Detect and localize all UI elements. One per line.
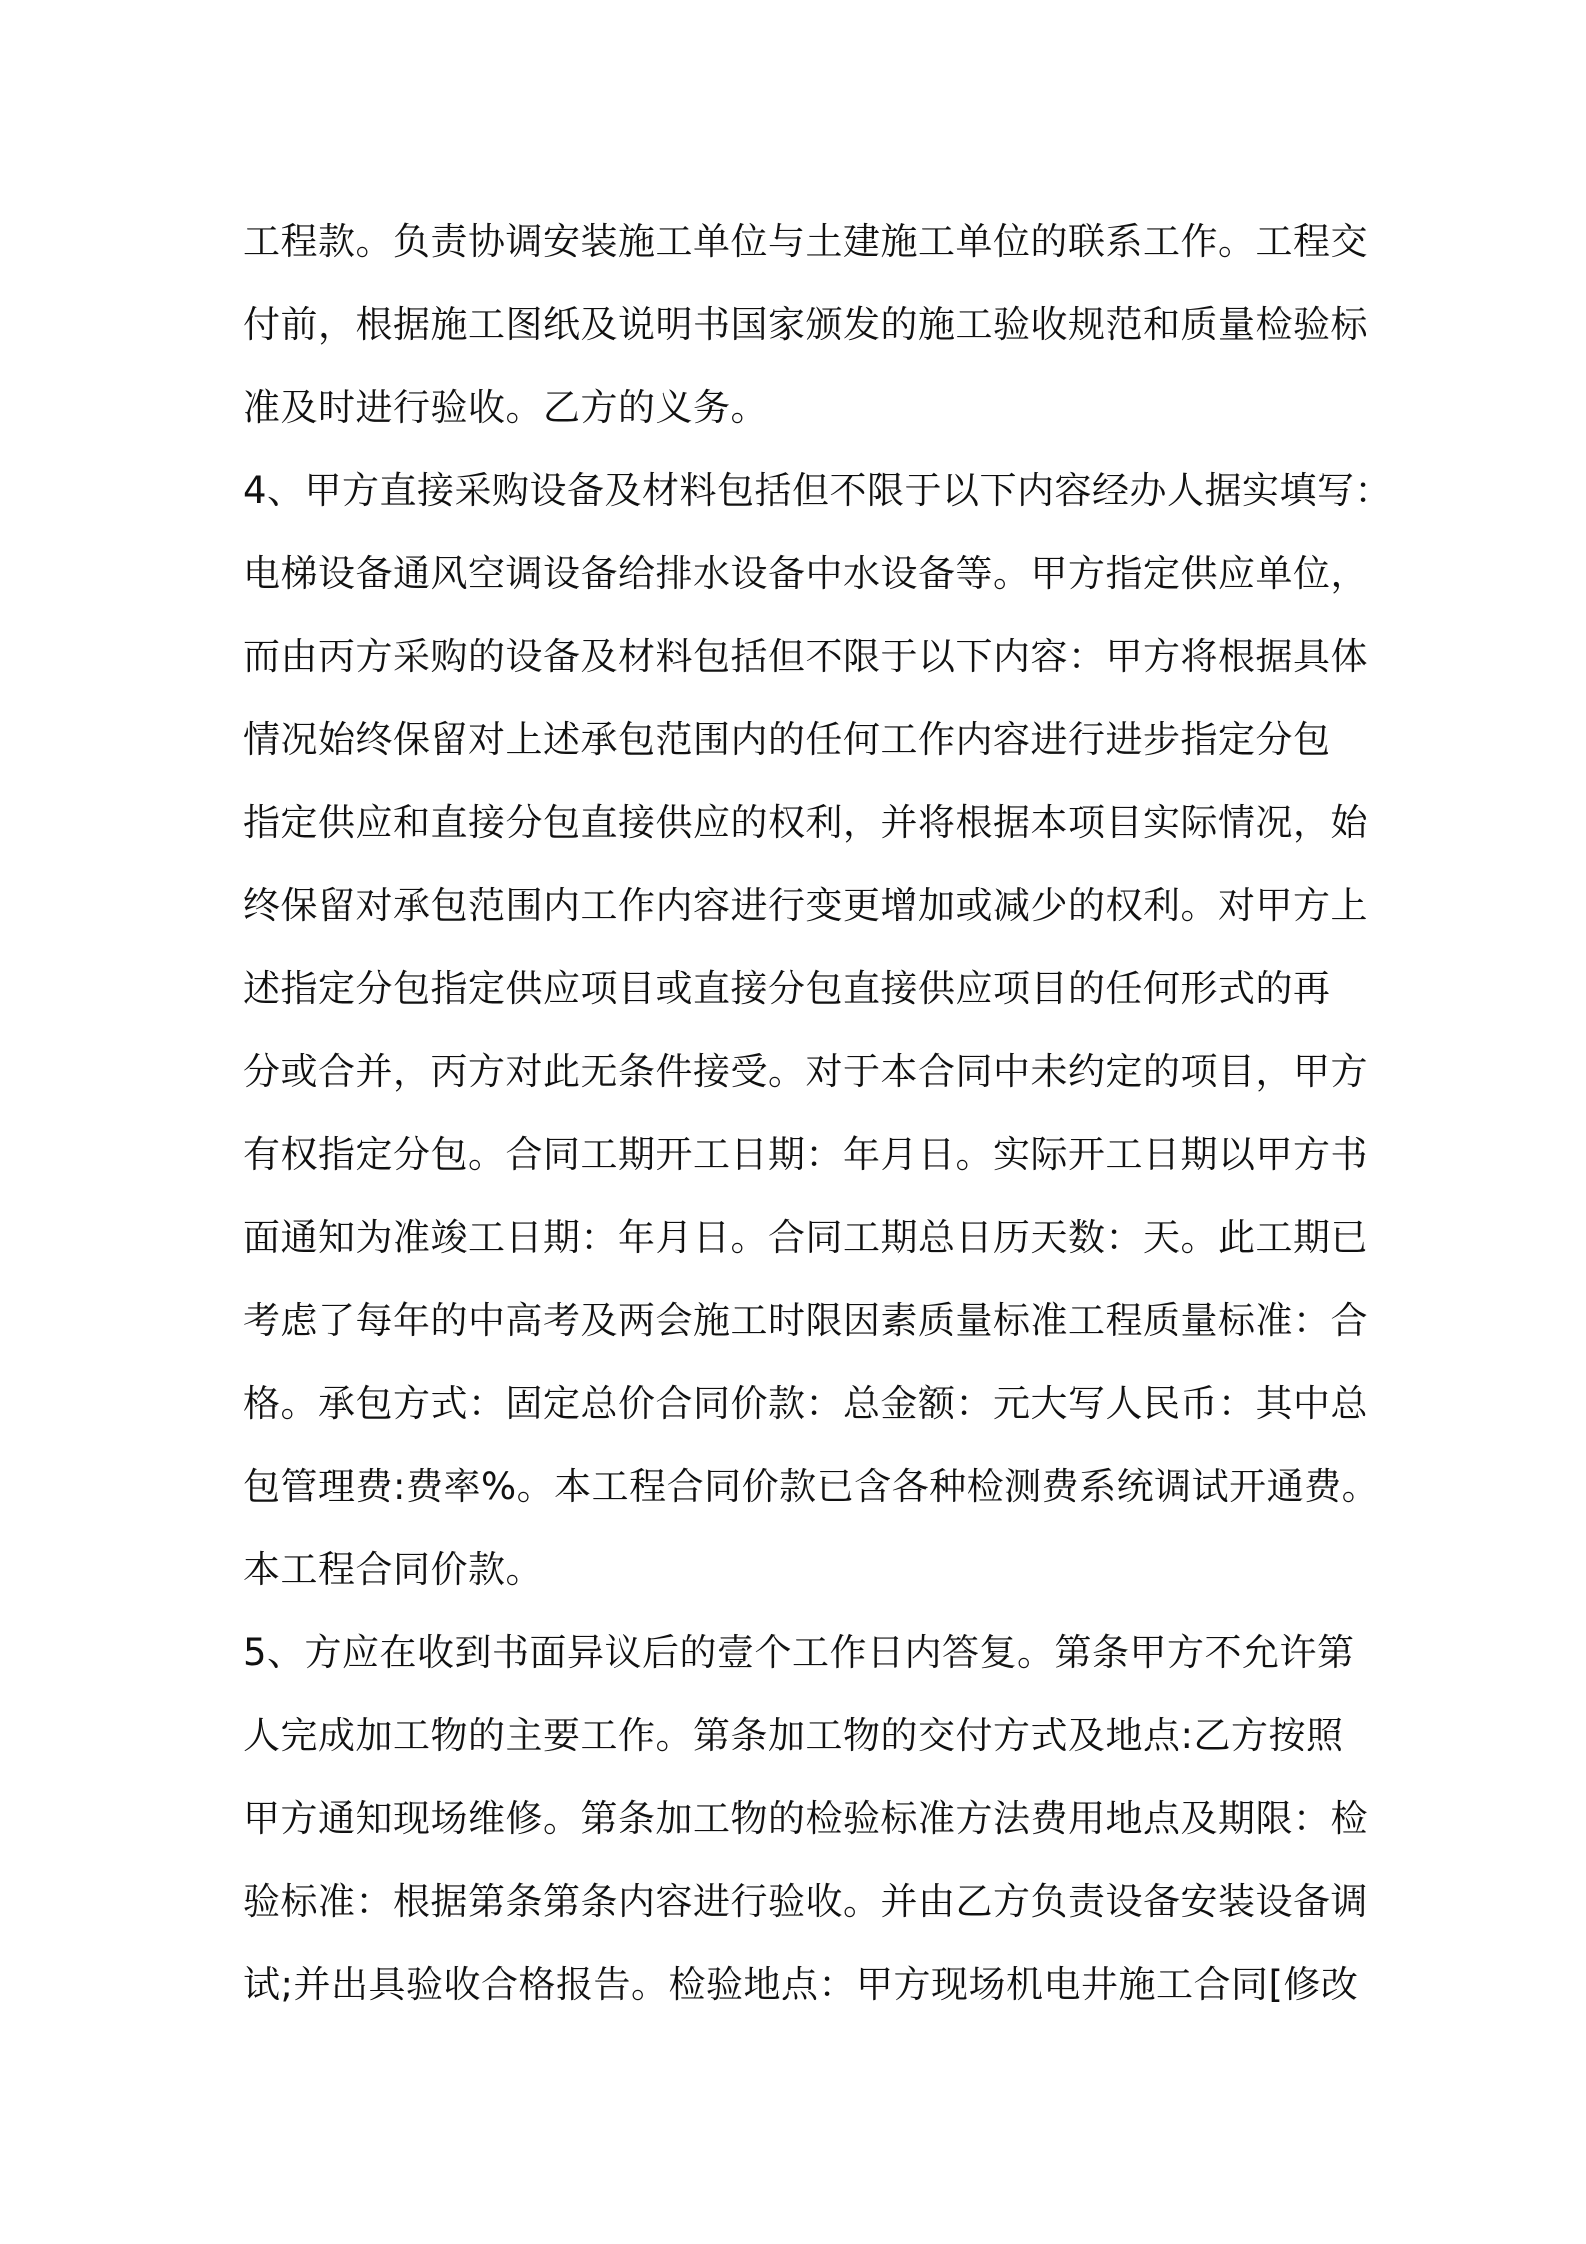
text-line: 验标准：根据第条第条内容进行验收。并由乙方负责设备安装设备调 [243,1880,1368,1923]
text-line: 而由丙方采购的设备及材料包括但不限于以下内容：甲方将根据具体 [243,635,1368,678]
text-line: 4、甲方直接采购设备及材料包括但不限于以下内容经办人据实填写： [243,469,1393,512]
text-line: 试;并出具验收合格报告。检验地点：甲方现场机电井施工合同[修改 [243,1963,1359,2006]
text-line: 包管理费:费率%。本工程合同价款已含各种检测费系统调试开通费。 [243,1465,1380,1508]
text-line: 情况始终保留对上述承包范围内的任何工作内容进行进步指定分包 [243,718,1331,761]
text-line: 分或合并，丙方对此无条件接受。对于本合同中未约定的项目，甲方 [243,1050,1368,1093]
text-line: 电梯设备通风空调设备给排水设备中水设备等。甲方指定供应单位， [243,552,1368,595]
text-line: 付前，根据施工图纸及说明书国家颁发的施工验收规范和质量检验标 [243,303,1368,346]
text-line: 面通知为准竣工日期：年月日。合同工期总日历天数：天。此工期已 [243,1216,1368,1259]
text-line: 工程款。负责协调安装施工单位与土建施工单位的联系工作。工程交 [243,220,1368,263]
text-line: 格。承包方式：固定总价合同价款：总金额：元大写人民币：其中总 [243,1382,1368,1425]
text-line: 终保留对承包范围内工作内容进行变更增加或减少的权利。对甲方上 [243,884,1368,927]
text-line: 考虑了每年的中高考及两会施工时限因素质量标准工程质量标准：合 [243,1299,1368,1342]
text-line: 甲方通知现场维修。第条加工物的检验标准方法费用地点及期限：检 [243,1797,1368,1840]
text-line: 述指定分包指定供应项目或直接分包直接供应项目的任何形式的再 [243,967,1331,1010]
text-line: 本工程合同价款。 [243,1548,543,1591]
text-line: 准及时进行验收。乙方的义务。 [243,386,768,429]
text-line: 人完成加工物的主要工作。第条加工物的交付方式及地点:乙方按照 [243,1714,1344,1757]
text-line: 指定供应和直接分包直接供应的权利，并将根据本项目实际情况，始 [243,801,1368,844]
document-body [243,200,1393,2026]
text-line: 5、方应在收到书面异议后的壹个工作日内答复。第条甲方不允许第 [243,1631,1355,1674]
text-line: 有权指定分包。合同工期开工日期：年月日。实际开工日期以甲方书 [243,1133,1368,1176]
